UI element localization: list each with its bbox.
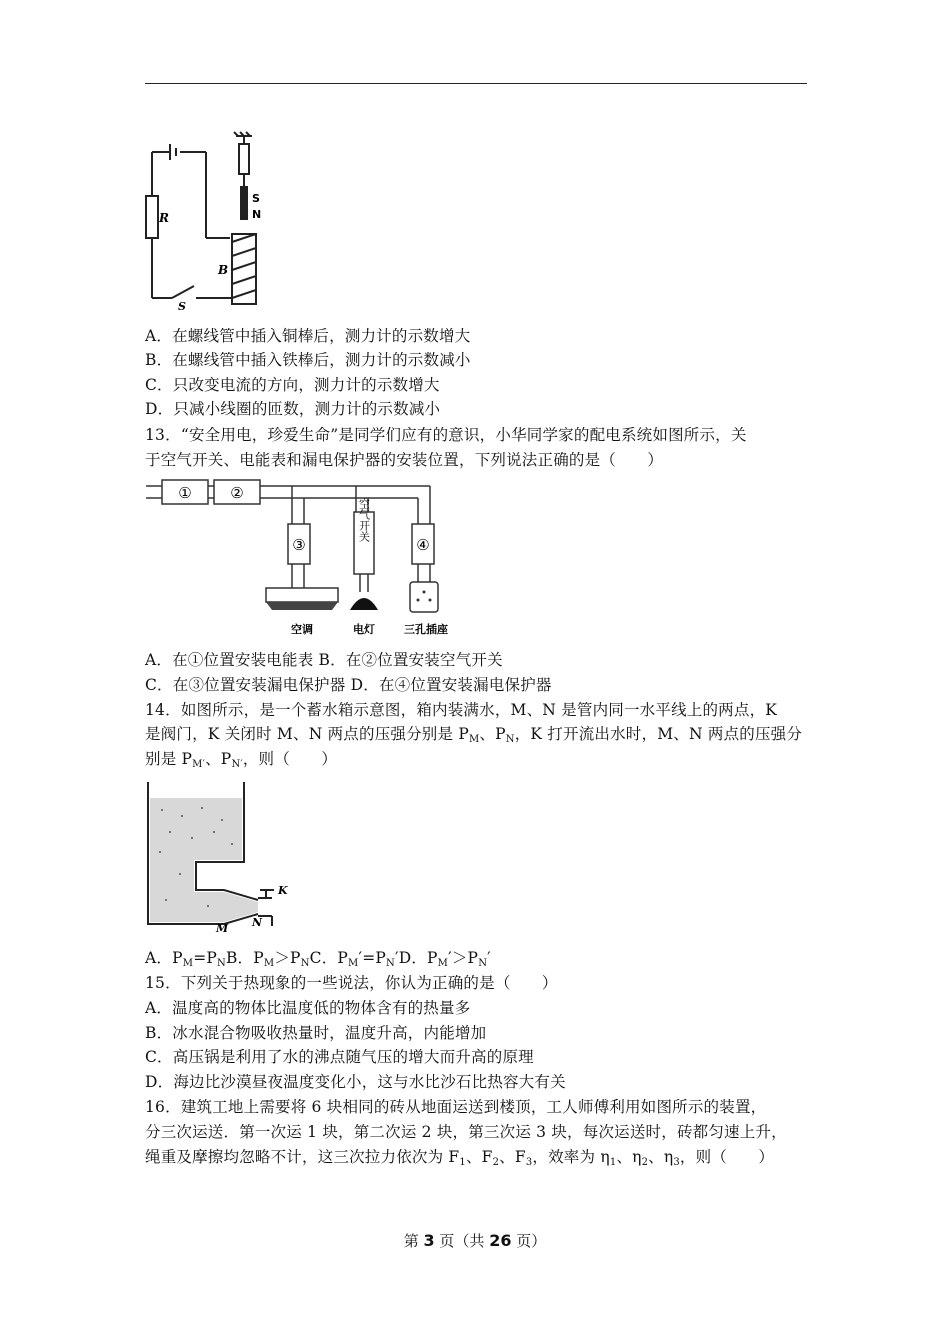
lamp-label: 电灯 bbox=[353, 623, 375, 636]
air-switch-label: 空气开关 bbox=[357, 498, 371, 542]
pole-S-label: S bbox=[252, 192, 260, 205]
point-M-label: M bbox=[216, 922, 229, 934]
q15-option-d: D．海边比沙漠昼夜温度变化小，这与水比沙石比热容大有关 bbox=[145, 1073, 566, 1091]
q14-options: A．$P_M=P_NB$．$P_M>P_NC$．$P_M'=P_N'D$．$P_M'>P_N'$ bbox=[145, 949, 491, 969]
q14-stem-line3: 别是 $P_{M'}$、$P_{N'}$，则（ ） bbox=[145, 750, 338, 770]
switch-S-label: S bbox=[178, 300, 186, 310]
box1-label: ① bbox=[178, 484, 192, 502]
water-tank-figure bbox=[142, 780, 292, 934]
current-page-number: 3 bbox=[423, 1231, 435, 1250]
q13-stem-line1: 13．“安全用电，珍爱生命”是同学们应有的意识，小华同学家的配电系统如图所示，关 bbox=[145, 426, 747, 444]
socket-label: 三孔插座 bbox=[404, 623, 448, 636]
q14-stem-line1: 14．如图所示，是一个蓄水箱示意图，箱内装满水，M、N 是管内同一水平线上的两点，K bbox=[145, 701, 778, 719]
aircon-label: 空调 bbox=[291, 623, 313, 636]
point-N-label: N bbox=[252, 916, 263, 929]
valve-K-label: K bbox=[278, 884, 288, 897]
q12-option-a: A．在螺线管中插入铜棒后，测力计的示数增大 bbox=[145, 327, 471, 345]
q16-stem-line3: 绳重及摩擦均忽略不计，这三次拉力依次为 $F_1$、$F_2$、$F_3$，效率为 $\eta_1$、$\eta_2$、$\eta_3$，则（ ） bbox=[145, 1148, 775, 1168]
page-footer: 第 3 页（共 26 页） bbox=[403, 1231, 547, 1250]
q13-stem-line2: 于空气开关、电能表和漏电保护器的安装位置，下列说法正确的是（ ） bbox=[145, 451, 664, 469]
q13-options-line2: C．在③位置安装漏电保护器 D．在④位置安装漏电保护器 bbox=[145, 676, 552, 694]
q14-stem-line2: 是阀门，K 关闭时 M、N 两点的压强分别是 $P_M$、$P_N$，K 打开流出水时，M、N 两点的压强分 bbox=[145, 725, 803, 745]
q16-stem-line1: 16．建筑工地上需要将 6 块相同的砖从地面运送到楼顶，工人师傅利用如图所示的装置， bbox=[145, 1098, 767, 1116]
q15-option-c: C．高压锅是利用了水的沸点随气压的增大而升高的原理 bbox=[145, 1048, 534, 1066]
q13-options-line1: A．在①位置安装电能表 B．在②位置安装空气开关 bbox=[145, 651, 503, 669]
q12-option-c: C．只改变电流的方向，测力计的示数增大 bbox=[145, 376, 440, 394]
q15-option-a: A．温度高的物体比温度低的物体含有的热量多 bbox=[145, 999, 471, 1017]
box2-label: ② bbox=[230, 484, 244, 502]
pole-N-label: N bbox=[252, 208, 262, 221]
q16-stem-line2: 分三次运送．第一次运 1 块，第二次运 2 块，第三次运 3 块，每次运送时，砖都匀速上升， bbox=[145, 1123, 787, 1141]
header-rule bbox=[145, 83, 807, 84]
solenoid-circuit-figure bbox=[140, 130, 280, 310]
box3-label: ③ bbox=[292, 536, 306, 554]
resistor-R-label: R bbox=[159, 211, 169, 225]
q15-option-b: B．冰水混合物吸收热量时，温度升高，内能增加 bbox=[145, 1024, 487, 1042]
solenoid-B-label: B bbox=[218, 263, 229, 277]
q15-stem: 15．下列关于热现象的一些说法，你认为正确的是（ ） bbox=[145, 974, 558, 992]
box4-label: ④ bbox=[416, 536, 430, 554]
total-page-number: 26 bbox=[489, 1231, 512, 1250]
q12-option-d: D．只减小线圈的匝数，测力计的示数减小 bbox=[145, 400, 441, 418]
distribution-system-figure bbox=[142, 476, 462, 642]
q12-option-b: B．在螺线管中插入铁棒后，测力计的示数减小 bbox=[145, 351, 471, 369]
